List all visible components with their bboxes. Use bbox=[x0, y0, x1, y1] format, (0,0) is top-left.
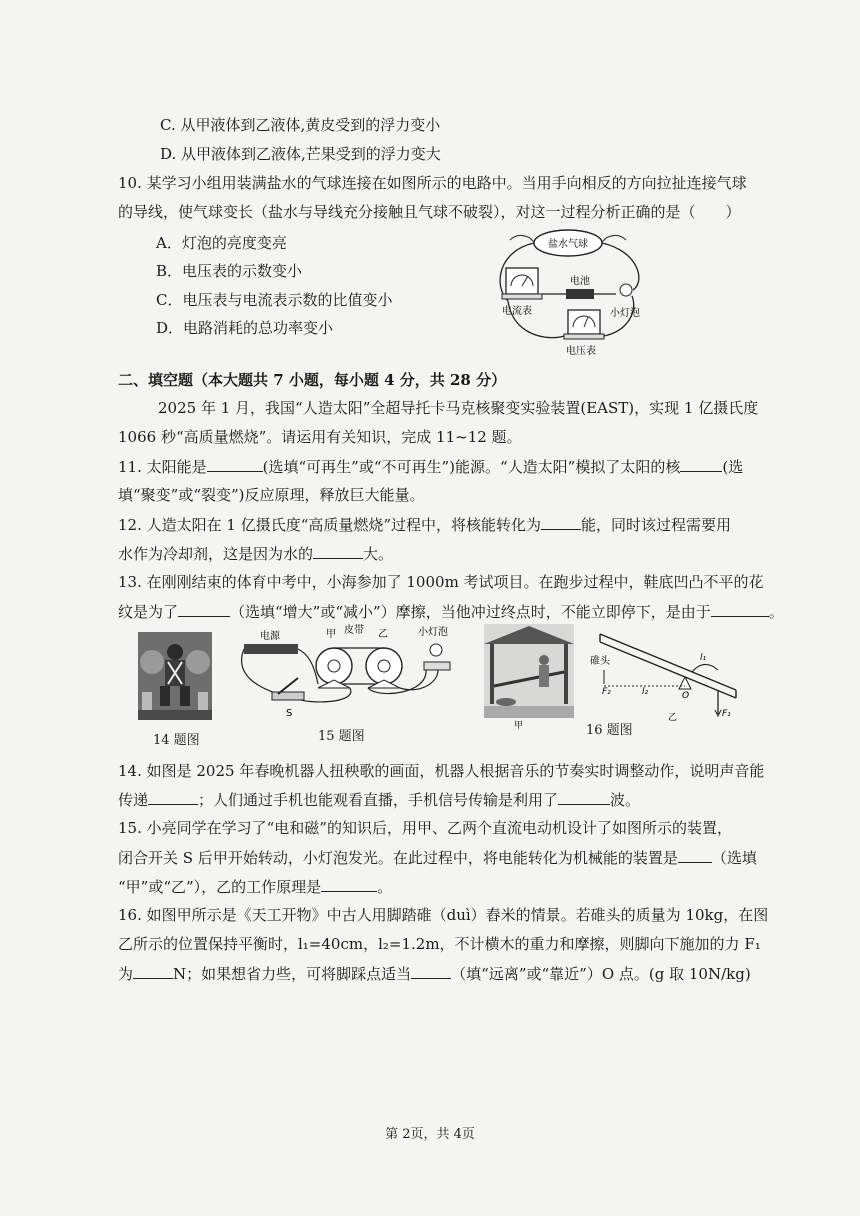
q10-stem-line2: 的导线，使气球变长（盐水与导线充分接触且气球不破裂），对这一过程分析正确的是（ ） bbox=[118, 203, 741, 221]
q14-text-a: 传递 bbox=[118, 791, 149, 809]
q15-line1: 15. 小亮同学在学习了“电和磁”的知识后，用甲、乙两个直流电动机设计了如图所示的装置， bbox=[118, 819, 732, 837]
q13-text-c: 。 bbox=[768, 603, 784, 621]
q13-blank-2[interactable] bbox=[711, 600, 769, 617]
q13-blank-1[interactable] bbox=[178, 600, 230, 617]
q16-line3 bbox=[118, 962, 751, 985]
balloon-label: 盐水气球 bbox=[548, 239, 588, 250]
q14-line2 bbox=[118, 788, 640, 811]
q10-option-d: D．电路消耗的总功率变小 bbox=[156, 319, 334, 337]
voltmeter-label: 电压表 bbox=[566, 346, 596, 357]
fig16-f1-label: F₁ bbox=[722, 709, 731, 719]
ammeter-label: 电流表 bbox=[502, 306, 532, 317]
q11-text-a: 11. 太阳能是 bbox=[118, 458, 207, 476]
q12-text-d: 大。 bbox=[363, 545, 394, 563]
q13-text-b: （选填“增大”或“减小”）摩擦，当他冲过终点时，不能立即停下，是由于 bbox=[230, 603, 711, 621]
q11-line2: 填“聚变”或“裂变”)反应原理，释放巨大能量。 bbox=[118, 486, 425, 504]
q12-blank-2[interactable] bbox=[313, 542, 363, 559]
fig15-jia-label: 甲 bbox=[326, 629, 336, 640]
fig15-switch-label: S bbox=[286, 708, 293, 719]
q14-blank-1[interactable] bbox=[148, 788, 198, 805]
q15-text-d: 。 bbox=[377, 878, 393, 896]
fig15-caption: 15 题图 bbox=[318, 729, 365, 744]
q14-blank-2[interactable] bbox=[558, 788, 610, 805]
fig16-yi-label: 乙 bbox=[668, 713, 678, 723]
section2-intro-line1: 2025 年 1 月，我国“人造太阳”全超导托卡马克核聚变实验装置(EAST)，实现 1 亿摄氏度 bbox=[158, 399, 759, 417]
q11-line1 bbox=[118, 455, 743, 478]
q16-text-b: N；如果想省力些，可将脚踩点适当 bbox=[173, 965, 412, 983]
fig14-caption: 14 题图 bbox=[153, 733, 200, 748]
page-footer: 第 2页，共 4页 bbox=[385, 1127, 475, 1142]
q13-line2 bbox=[118, 600, 784, 623]
q15-text-b: （选填 bbox=[711, 849, 757, 867]
q11-blank-1[interactable] bbox=[207, 455, 263, 472]
section2-heading: 二、填空题（本大题共 7 小题，每小题 4 分，共 28 分） bbox=[118, 371, 507, 389]
q16-text-a: 为 bbox=[118, 965, 134, 983]
q13-text-a: 纹是为了 bbox=[118, 603, 179, 621]
q15-text-a: 闭合开关 S 后甲开始转动，小灯泡发光。在此过程中，将电能转化为机械能的装置是 bbox=[118, 849, 678, 867]
q16-text-c: （填“远离”或“靠近”）O 点。(g 取 10N/kg) bbox=[451, 965, 751, 983]
fig15-yi-label: 乙 bbox=[378, 629, 388, 640]
q14-robot-photo bbox=[138, 632, 212, 720]
section2-intro-line2: 1066 秒“高质量燃烧”。请运用有关知识，完成 11~12 题。 bbox=[118, 428, 522, 446]
fig16-pestle-label: 碓头 bbox=[590, 656, 610, 667]
q14-line1: 14. 如图是 2025 年春晚机器人扭秧歌的画面，机器人根据音乐的节奏实时调整动作，说明声音能 bbox=[118, 762, 765, 780]
q9-option-d: D. 从甲液体到乙液体,芒果受到的浮力变大 bbox=[160, 145, 441, 163]
q11-blank-2[interactable] bbox=[680, 455, 722, 472]
q16-line1: 16. 如图甲所示是《天工开物》中古人用脚踏碓（duì）舂米的情景。若碓头的质量为 10kg，在图 bbox=[118, 906, 769, 924]
q14-text-c: 波。 bbox=[610, 791, 641, 809]
q12-line1 bbox=[118, 513, 731, 536]
fig16-l1-label: l₁ bbox=[700, 653, 707, 663]
q11-text-b: (选填“可再生”或“不可再生”)能源。“人造太阳”模拟了太阳的核 bbox=[262, 458, 681, 476]
fig16-l2-label: l₂ bbox=[642, 687, 649, 697]
q15-motor-figure bbox=[238, 624, 456, 724]
q16-lever-diagram bbox=[584, 628, 742, 722]
q12-text-c: 水作为冷却剂，这是因为水的 bbox=[118, 545, 314, 563]
q13-line1: 13. 在刚刚结束的体育中考中，小海参加了 1000m 考试项目。在跑步过程中，鞋底凹凸不平的花 bbox=[118, 573, 764, 591]
q16-ancient-scene bbox=[484, 624, 574, 731]
fig16-f2-label: F₂ bbox=[602, 687, 611, 697]
q15-line3 bbox=[118, 875, 392, 898]
q9-option-c: C. 从甲液体到乙液体,黄皮受到的浮力变小 bbox=[160, 116, 441, 134]
q16-blank-2[interactable] bbox=[411, 962, 451, 979]
q10-option-a: A．灯泡的亮度变亮 bbox=[156, 234, 287, 252]
bulb-label: 小灯泡 bbox=[610, 308, 640, 319]
q15-blank-1[interactable] bbox=[678, 846, 712, 863]
q14-text-b: ；人们通过手机也能观看直播，手机信号传输是利用了 bbox=[198, 791, 559, 809]
q10-option-b: B．电压表的示数变小 bbox=[156, 262, 303, 280]
q12-line2 bbox=[118, 542, 393, 565]
q10-option-c: C．电压表与电流表示数的比值变小 bbox=[156, 291, 393, 309]
q15-text-c: “甲”或“乙”），乙的工作原理是 bbox=[118, 878, 322, 896]
q16-line2: 乙所示的位置保持平衡时，l₁=40cm，l₂=1.2m，不计横木的重力和摩擦，则脚向下施加的力 F₁ bbox=[118, 935, 761, 953]
fig15-bulb-label: 小灯泡 bbox=[418, 627, 448, 638]
q12-blank-1[interactable] bbox=[541, 513, 581, 530]
q11-text-c: (选 bbox=[722, 458, 744, 476]
fig16-jia-label: 甲 bbox=[514, 721, 524, 731]
q16-blank-1[interactable] bbox=[133, 962, 173, 979]
fig16-caption: 16 题图 bbox=[586, 723, 633, 738]
q10-stem-line1: 10. 某学习小组用装满盐水的气球连接在如图所示的电路中。当用手向相反的方向拉扯连接气球 bbox=[118, 174, 747, 192]
q15-blank-2[interactable] bbox=[321, 875, 377, 892]
fig15-belt-label: 皮带 bbox=[344, 625, 364, 636]
battery-label: 电池 bbox=[570, 276, 590, 287]
q15-line2 bbox=[118, 846, 757, 869]
fig15-power-label: 电源 bbox=[260, 631, 280, 642]
q12-text-a: 12. 人造太阳在 1 亿摄氏度“高质量燃烧”过程中，将核能转化为 bbox=[118, 516, 542, 534]
q12-text-b: 能，同时该过程需要用 bbox=[581, 516, 732, 534]
q10-circuit-figure bbox=[488, 226, 658, 360]
fig16-pivot-label: O bbox=[682, 691, 690, 701]
